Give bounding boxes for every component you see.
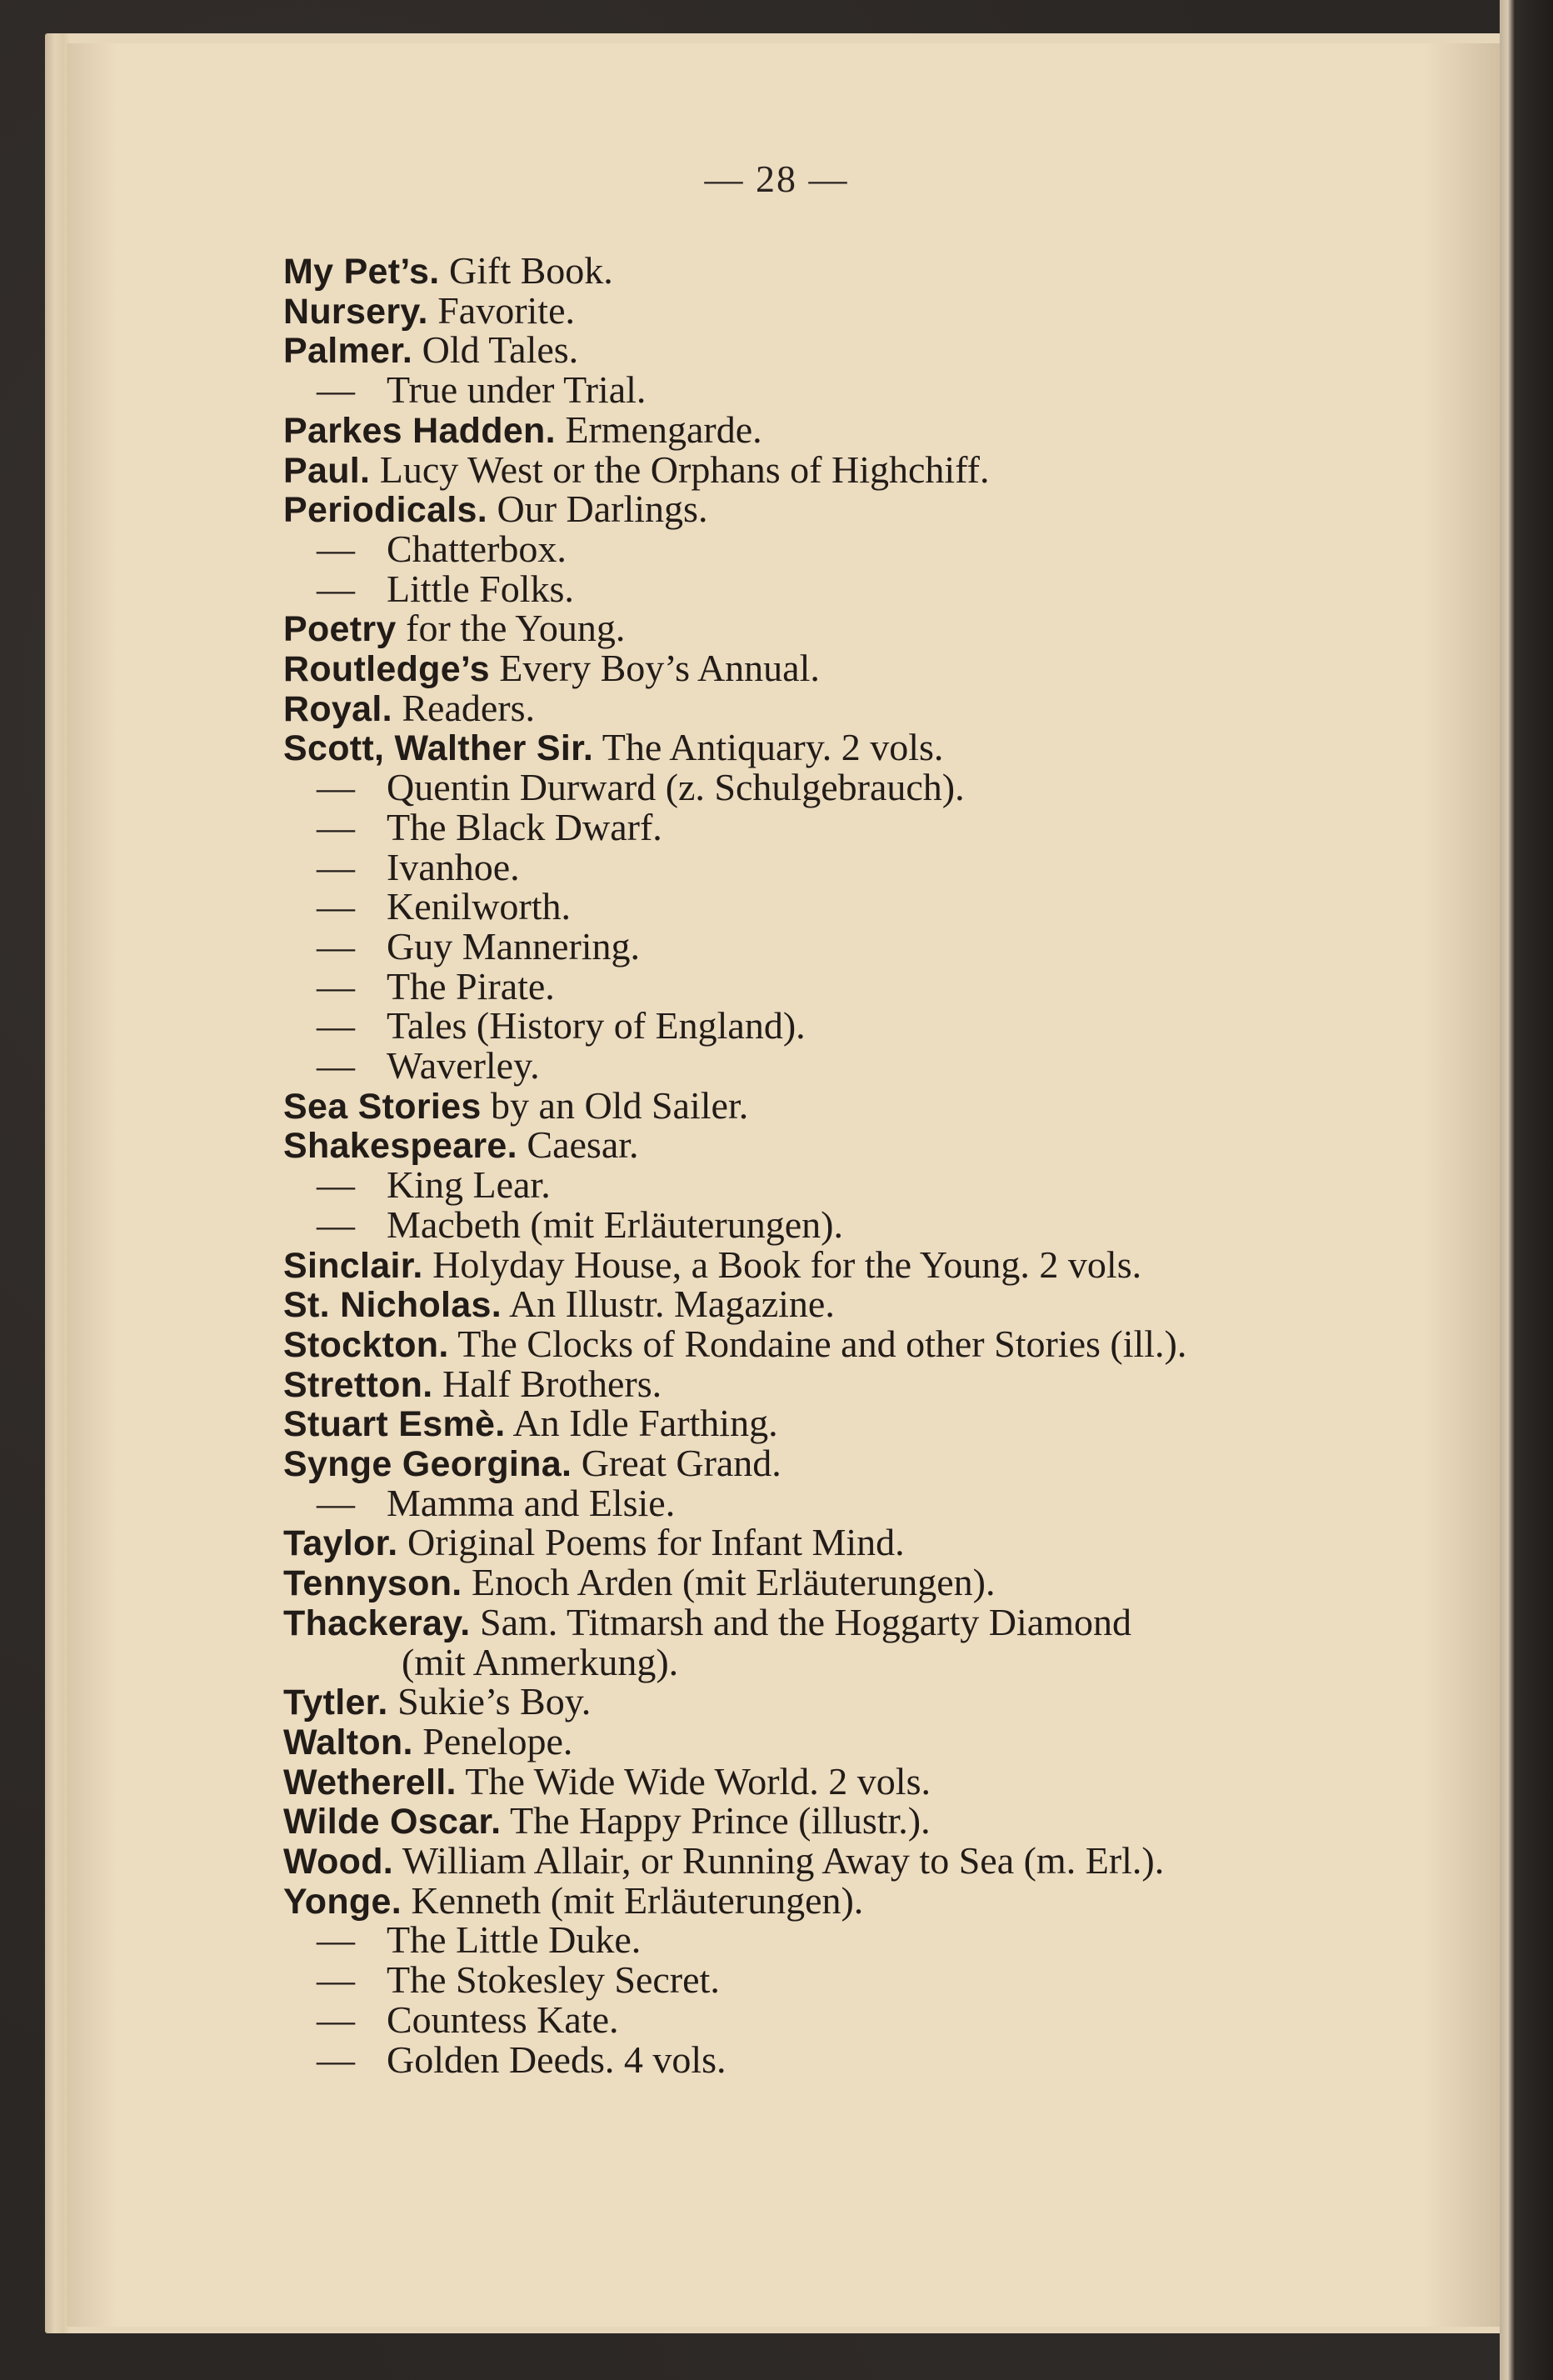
entry-title: William Allair, or Running Away to Sea (m. Erl.). — [402, 1839, 1165, 1882]
entry-author: Tennyson. — [283, 1563, 462, 1604]
catalog-entry — [283, 966, 555, 1008]
entry-title: The Little Duke. — [387, 1918, 642, 1962]
entry-title: The Happy Prince (illustr.). — [510, 1799, 931, 1842]
entry-title: Golden Deeds. 4 vols. — [387, 2038, 727, 2081]
book-cover-edge — [1500, 0, 1553, 2380]
ditto-dash: — — [317, 766, 355, 809]
entry-title: King Lear. — [387, 1163, 551, 1207]
catalog-entry — [283, 1840, 1164, 1882]
entry-author: Wetherell. — [283, 1762, 457, 1802]
catalog-entry — [283, 926, 640, 968]
entry-title: for the Young. — [406, 607, 626, 650]
catalog-entry — [283, 568, 574, 610]
entry-title: Kenilworth. — [387, 885, 572, 928]
entry-title: Sukie’s Boy. — [397, 1680, 592, 1723]
entry-author: Stretton. — [283, 1364, 433, 1405]
entry-title: The Clocks of Rondaine and other Stories (ill.). — [457, 1322, 1187, 1365]
entry-title: Mamma and Elsie. — [387, 1481, 676, 1524]
catalog-entry — [283, 688, 535, 729]
catalog-entry — [283, 1721, 572, 1762]
catalog-entry — [283, 1482, 675, 1524]
catalog-entry — [283, 1800, 931, 1842]
entry-title: Holyday House, a Book for the Young. 2 vols. — [432, 1242, 1142, 1286]
entry-title: Kenneth (mit Erläuterungen). — [411, 1878, 864, 1922]
catalog-entry — [283, 1642, 678, 1683]
entry-author: Palmer. — [283, 331, 413, 372]
ditto-dash: — — [317, 1004, 355, 1048]
entry-author: My Pet’s. — [283, 252, 440, 292]
entry-title: Waverley. — [387, 1044, 540, 1087]
entry-title: The Stokesley Secret. — [387, 1958, 720, 2002]
entry-title: An Illustr. Magazine. — [508, 1282, 835, 1326]
entry-author: Walton. — [283, 1722, 413, 1762]
entry-title: Great Grand. — [581, 1442, 781, 1484]
entry-title: Original Poems for Infant Mind. — [407, 1521, 905, 1564]
entry-title: (mit Anmerkung). — [402, 1640, 679, 1683]
entry-author: Stockton. — [283, 1324, 449, 1365]
entry-author: Synge Georgina. — [283, 1444, 572, 1484]
entry-author: Poetry — [283, 609, 397, 650]
catalog-entry — [283, 449, 989, 491]
ditto-dash: — — [317, 1918, 355, 1962]
entry-title: The Antiquary. 2 vols. — [602, 726, 944, 769]
catalog-entry — [283, 488, 707, 530]
ditto-dash: — — [317, 845, 355, 888]
catalog-entry — [283, 1919, 641, 1961]
entry-author: St. Nicholas. — [283, 1285, 502, 1326]
entry-title: Half Brothers. — [442, 1362, 662, 1405]
catalog-entry — [283, 727, 943, 768]
catalog-entry — [283, 1402, 778, 1444]
catalog-entry — [283, 1880, 863, 1922]
catalog-entry — [283, 1204, 843, 1246]
catalog-entry — [283, 2039, 727, 2081]
ditto-dash: — — [317, 1202, 355, 1246]
entry-title: Tales (History of England). — [387, 1004, 806, 1048]
entry-author: Paul. — [283, 450, 371, 491]
entry-title: Our Darlings. — [497, 488, 708, 531]
entry-title: Lucy West or the Orphans of Highchiff. — [379, 448, 990, 491]
catalog-entry — [283, 1681, 591, 1722]
book-page — [67, 43, 1500, 2327]
entry-author: Wilde Oscar. — [283, 1802, 502, 1842]
entry-title: Penelope. — [422, 1719, 573, 1762]
entry-title: Quentin Durward (z. Schulgebrauch). — [387, 766, 965, 809]
entry-title: Gift Book. — [449, 249, 613, 292]
catalog-entry — [283, 409, 762, 451]
entry-author: Tytler. — [283, 1682, 388, 1723]
catalog-entry — [283, 1442, 781, 1484]
catalog-entry — [283, 369, 646, 411]
entry-title: Macbeth (mit Erläuterungen). — [387, 1202, 843, 1246]
entry-title: Old Tales. — [422, 328, 579, 372]
catalog-entry — [283, 1602, 1131, 1643]
entry-title: Sam. Titmarsh and the Hoggarty Diamond — [480, 1600, 1131, 1643]
catalog-entry — [283, 1522, 905, 1563]
entry-author: Parkes Hadden. — [283, 410, 556, 451]
entry-author: Periodicals. — [283, 490, 487, 531]
entry-title: Favorite. — [437, 288, 575, 332]
entry-author: Taylor. — [283, 1523, 398, 1564]
ditto-dash: — — [317, 2038, 355, 2081]
catalog-entry — [283, 1999, 619, 2041]
page-number: — 28 — — [704, 158, 849, 200]
entry-title: by an Old Sailer. — [491, 1083, 749, 1127]
entry-author: Stuart Esmè. — [283, 1404, 506, 1445]
entry-author: Nursery. — [283, 291, 428, 332]
entry-title: The Pirate. — [387, 964, 555, 1008]
entry-author: Royal. — [283, 688, 392, 729]
catalog-entry — [283, 250, 613, 292]
catalog-entry — [283, 767, 965, 808]
entry-title: The Black Dwarf. — [387, 805, 662, 848]
catalog-entry — [283, 1244, 1141, 1286]
ditto-dash: — — [317, 1998, 355, 2041]
catalog-entry — [283, 1124, 639, 1166]
entry-author: Scott, Walther Sir. — [283, 728, 594, 769]
ditto-dash: — — [317, 885, 355, 928]
entry-author: Thackeray. — [283, 1602, 471, 1643]
entry-title: Every Boy’s Annual. — [499, 647, 820, 689]
catalog-entry — [283, 1164, 551, 1206]
catalog-entry — [283, 1959, 720, 2001]
entry-title: Countess Kate. — [387, 1998, 619, 2041]
entry-title: Chatterbox. — [387, 527, 567, 570]
entry-author: Routledge’s — [283, 649, 490, 689]
entry-title: Readers. — [402, 686, 535, 729]
entry-title: Caesar. — [527, 1123, 639, 1167]
entry-title: An Idle Farthing. — [512, 1402, 778, 1445]
entry-author: Yonge. — [283, 1881, 402, 1922]
entry-title: Guy Mannering. — [387, 924, 641, 968]
catalog-entry — [283, 1085, 748, 1127]
ditto-dash: — — [317, 527, 355, 570]
ditto-dash: — — [317, 1958, 355, 2002]
entry-title: Little Folks. — [387, 567, 574, 610]
catalog-entry — [283, 329, 578, 371]
entry-title: True under Trial. — [387, 368, 647, 412]
ditto-dash: — — [317, 805, 355, 848]
catalog-entry — [283, 1283, 835, 1325]
catalog-entry — [283, 1562, 996, 1603]
entry-title: Ivanhoe. — [387, 845, 520, 888]
entry-title: The Wide Wide World. 2 vols. — [465, 1759, 931, 1802]
ditto-dash: — — [317, 1163, 355, 1207]
catalog-entry — [283, 1363, 662, 1405]
catalog-entry — [283, 807, 662, 848]
entry-title: Ermengarde. — [565, 408, 762, 451]
catalog-entry — [283, 1761, 931, 1802]
catalog-entry — [283, 886, 571, 928]
catalog-entry — [283, 528, 567, 570]
catalog-entry — [283, 847, 520, 888]
entry-title: Enoch Arden (mit Erläuterungen). — [472, 1561, 996, 1604]
entry-author: Sinclair. — [283, 1245, 423, 1286]
catalog-entry — [283, 1323, 1186, 1365]
ditto-dash: — — [317, 1481, 355, 1524]
ditto-dash: — — [317, 567, 355, 610]
ditto-dash: — — [317, 368, 355, 412]
entry-author: Shakespeare. — [283, 1126, 517, 1167]
entry-author: Sea Stories — [283, 1086, 482, 1127]
ditto-dash: — — [317, 924, 355, 968]
catalog-entry — [283, 1005, 806, 1047]
ditto-dash: — — [317, 1044, 355, 1087]
ditto-dash: — — [317, 964, 355, 1008]
catalog-entry — [283, 648, 820, 689]
catalog-entry — [283, 1045, 540, 1087]
catalog-entry — [283, 290, 575, 332]
entry-author: Wood. — [283, 1842, 394, 1882]
catalog-entry — [283, 608, 625, 649]
